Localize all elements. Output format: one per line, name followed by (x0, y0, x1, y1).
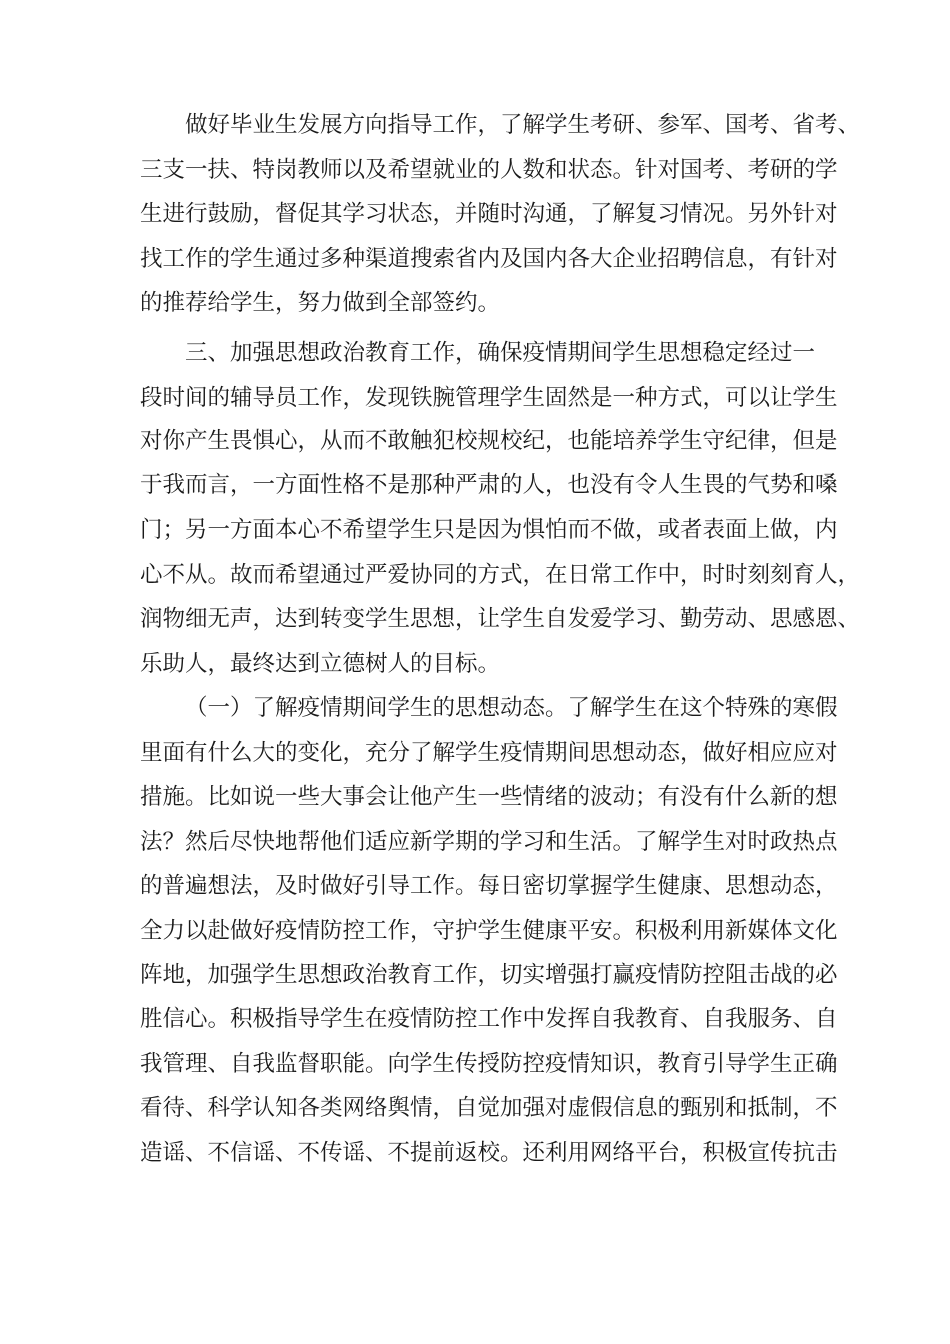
text-line: 我管理、自我监督职能。向学生传授防控疫情知识，教育引导学生正确 (140, 1051, 838, 1077)
text-line: 于我而言，一方面性格不是那种严肃的人，也没有令人生畏的气势和嗓 (140, 472, 838, 498)
text-line: 全力以赴做好疫情防控工作，守护学生健康平安。积极利用新媒体文化 (140, 918, 838, 944)
text-line: 看待、科学认知各类网络舆情，自觉加强对虚假信息的甄别和抵制，不 (140, 1095, 838, 1121)
text-line: 三支一扶、特岗教师以及希望就业的人数和状态。针对国考、考研的学 (140, 157, 838, 183)
text-line: 润物细无声，达到转变学生思想，让学生自发爱学习、勤劳动、思感恩、 (140, 606, 861, 632)
section-heading: 三、加强思想政治教育工作，确保疫情期间学生思想稳定经过一 (185, 340, 816, 366)
text-line: 门；另一方面本心不希望学生只是因为惧怕而不做，或者表面上做，内 (140, 517, 838, 543)
text-line: 法？然后尽快地帮他们适应新学期的学习和生活。了解学生对时政热点 (140, 829, 838, 855)
text-line: 胜信心。积极指导学生在疫情防控工作中发挥自我教育、自我服务、自 (140, 1006, 838, 1032)
text-line: 生进行鼓励，督促其学习状态，并随时沟通，了解复习情况。另外针对 (140, 201, 838, 227)
text-line: 心不从。故而希望通过严爱协同的方式，在日常工作中，时时刻刻育人， (140, 562, 861, 588)
subsection-heading: （一）了解疫情期间学生的思想动态。了解学生在这个特殊的寒假 (185, 695, 838, 721)
text-line: 做好毕业生发展方向指导工作，了解学生考研、参军、国考、省考、 (185, 112, 861, 138)
text-line: 乐助人，最终达到立德树人的目标。 (140, 651, 501, 677)
text-line: 造谣、不信谣、不传谣、不提前返校。还利用网络平台，积极宣传抗击 (140, 1140, 838, 1166)
text-line: 找工作的学生通过多种渠道搜索省内及国内各大企业招聘信息，有针对 (140, 246, 838, 272)
text-line: 的推荐给学生，努力做到全部签约。 (140, 290, 501, 316)
text-line: 阵地，加强学生思想政治教育工作，切实增强打赢疫情防控阻击战的必 (140, 962, 838, 988)
text-line: 的普遍想法，及时做好引导工作。每日密切掌握学生健康、思想动态， (140, 873, 838, 899)
text-line: 里面有什么大的变化，充分了解学生疫情期间思想动态，做好相应应对 (140, 740, 838, 766)
text-line: 措施。比如说一些大事会让他产生一些情绪的波动；有没有什么新的想 (140, 784, 838, 810)
text-line: 段时间的辅导员工作，发现铁腕管理学生固然是一种方式，可以让学生 (140, 385, 838, 411)
text-line: 对你产生畏惧心，从而不敢触犯校规校纪，也能培养学生守纪律，但是 (140, 428, 838, 454)
